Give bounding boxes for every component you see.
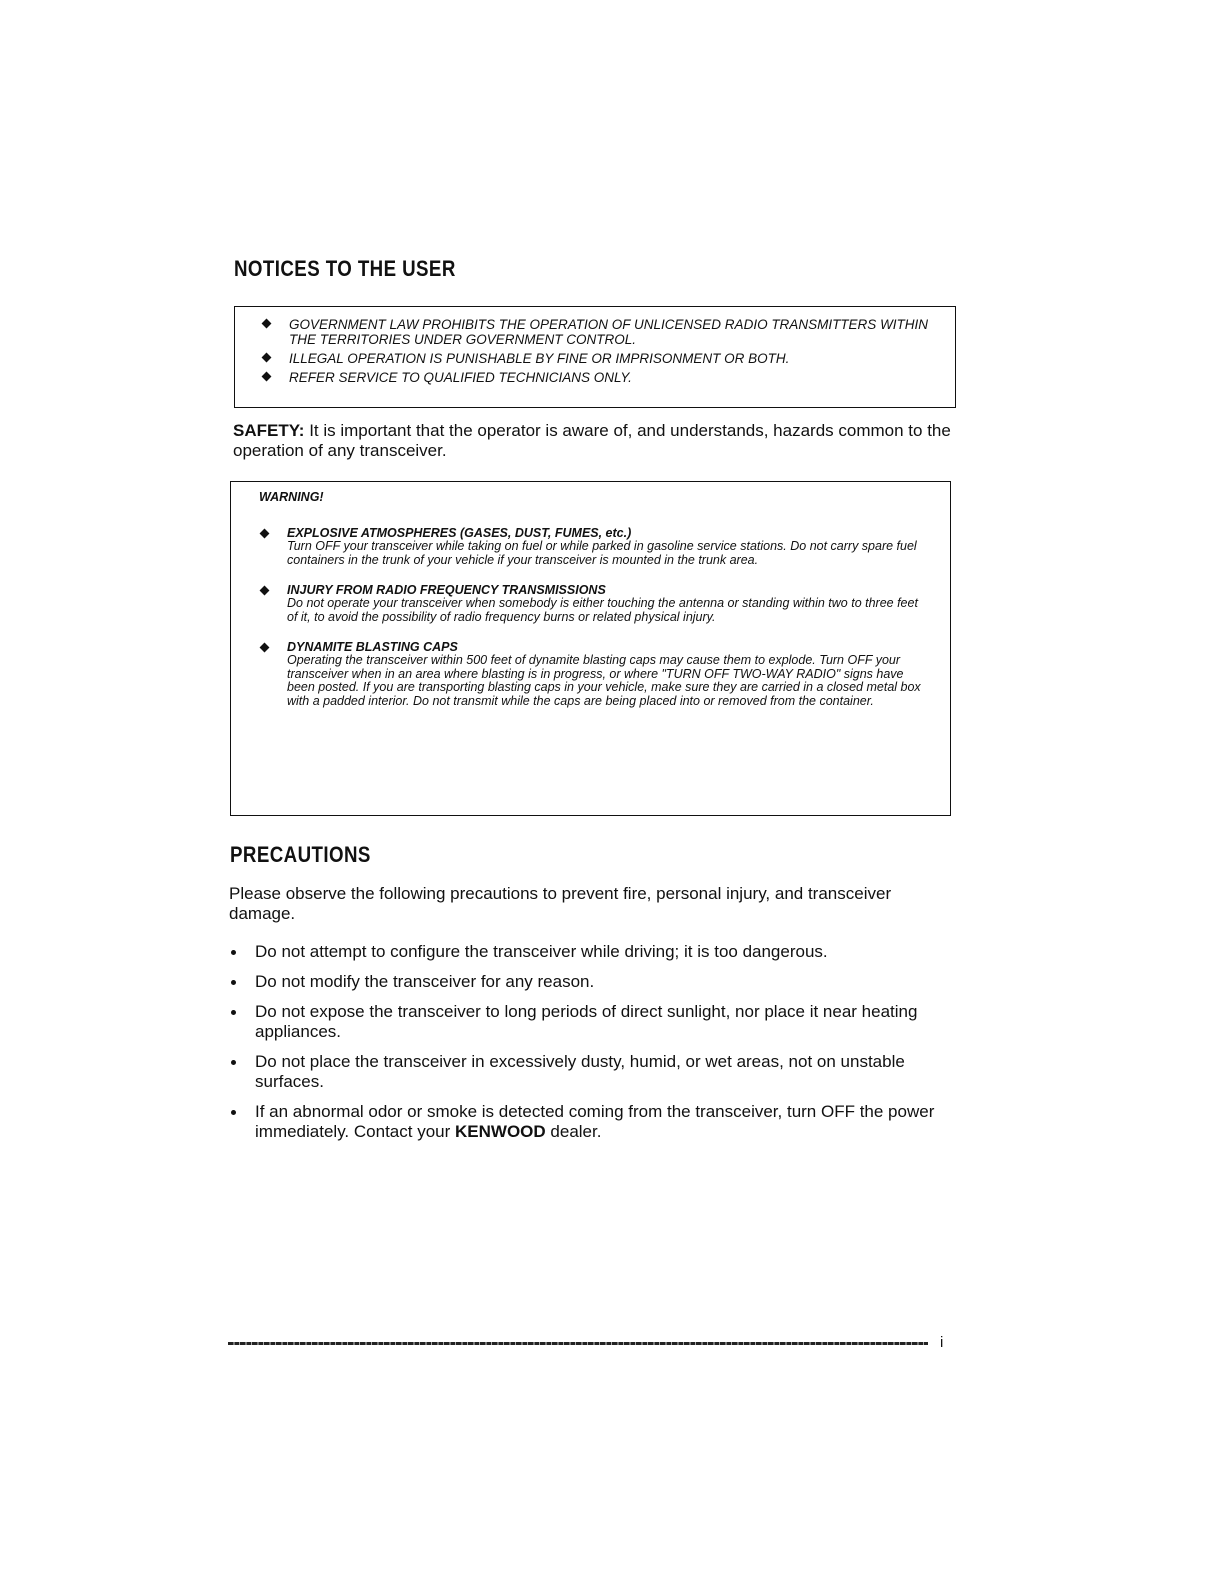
warning-body: Turn OFF your transceiver while taking on fuel or while parked in gasoline service stations. Do not carry spare fuel containers in the trunk of your vehicle if your transceiver is mounted in the trunk area.	[287, 539, 917, 567]
bullet-icon	[231, 1060, 236, 1065]
notice-item: ILLEGAL OPERATION IS PUNISHABLE BY FINE OR IMPRISONMENT OR BOTH.	[259, 351, 935, 366]
warning-item-rf	[259, 583, 930, 624]
warning-item-blasting	[259, 640, 930, 708]
warning-heading: DYNAMITE BLASTING CAPS	[287, 640, 458, 654]
diamond-bullet-icon	[262, 353, 272, 363]
bullet-icon	[231, 1010, 236, 1015]
warning-heading: EXPLOSIVE ATMOSPHERES (GASES, DUST, FUMES, etc.)	[287, 526, 632, 540]
precautions-title: PRECAUTIONS	[230, 842, 371, 867]
page-number: i	[940, 1334, 944, 1351]
warning-title: WARNING!	[259, 490, 324, 504]
list-item: Do not place the transceiver in excessively dusty, humid, or wet areas, not on unstable surfaces.	[229, 1052, 949, 1092]
bullet-icon	[231, 950, 236, 955]
list-item: Do not attempt to configure the transceiver while driving; it is too dangerous.	[229, 942, 949, 962]
list-item: If an abnormal odor or smoke is detected coming from the transceiver, turn OFF the power immediately. Contact your KENWOOD dealer.	[229, 1102, 949, 1142]
list-item: Do not expose the transceiver to long periods of direct sunlight, nor place it near heating appliances.	[229, 1002, 949, 1042]
notice-item: GOVERNMENT LAW PROHIBITS THE OPERATION OF UNLICENSED RADIO TRANSMITTERS WITHIN THE TERRITORIES UNDER GOVERNMENT CONTROL.	[259, 317, 935, 347]
bullet-icon	[231, 980, 236, 985]
bullet-icon	[231, 1110, 236, 1115]
warning-heading: INJURY FROM RADIO FREQUENCY TRANSMISSIONS	[287, 583, 606, 597]
safety-paragraph	[233, 421, 955, 461]
precautions-list	[229, 942, 949, 1152]
safety-text: It is important that the operator is aware of, and understands, hazards common to the operation of any transceiver.	[233, 421, 951, 460]
diamond-bullet-icon	[260, 586, 270, 596]
notices-box	[234, 306, 956, 408]
warning-body: Operating the transceiver within 500 feet of dynamite blasting caps may cause them to explode. Turn OFF your transceiver when in an area where blasting is in progress, or where "TURN OFF TWO-WAY RADIO" signs have been posted. If you are transporting blasting caps in your vehicle, make sure they are carried in a closed metal box with a padded interior. Do not transmit while the caps are being placed into or removed from the container.	[287, 653, 921, 708]
notice-item: REFER SERVICE TO QUALIFIED TECHNICIANS ONLY.	[259, 370, 935, 385]
safety-label: SAFETY:	[233, 421, 305, 440]
diamond-bullet-icon	[260, 643, 270, 653]
precautions-intro: Please observe the following precautions to prevent fire, personal injury, and transceiver damage.	[229, 884, 892, 923]
notices-list	[259, 317, 935, 385]
diamond-bullet-icon	[262, 319, 272, 329]
footer-rule	[228, 1342, 928, 1345]
warning-body: Do not operate your transceiver when somebody is either touching the antenna or standing within two to three feet of it, to avoid the possibility of radio frequency burns or related physical injury.	[287, 596, 918, 624]
notices-title: NOTICES TO THE USER	[234, 256, 456, 281]
diamond-bullet-icon	[262, 372, 272, 382]
warning-box	[230, 481, 951, 816]
warning-item-explosive	[259, 526, 930, 567]
brand-name: KENWOOD	[455, 1122, 546, 1141]
list-item: Do not modify the transceiver for any reason.	[229, 972, 949, 992]
diamond-bullet-icon	[260, 529, 270, 539]
